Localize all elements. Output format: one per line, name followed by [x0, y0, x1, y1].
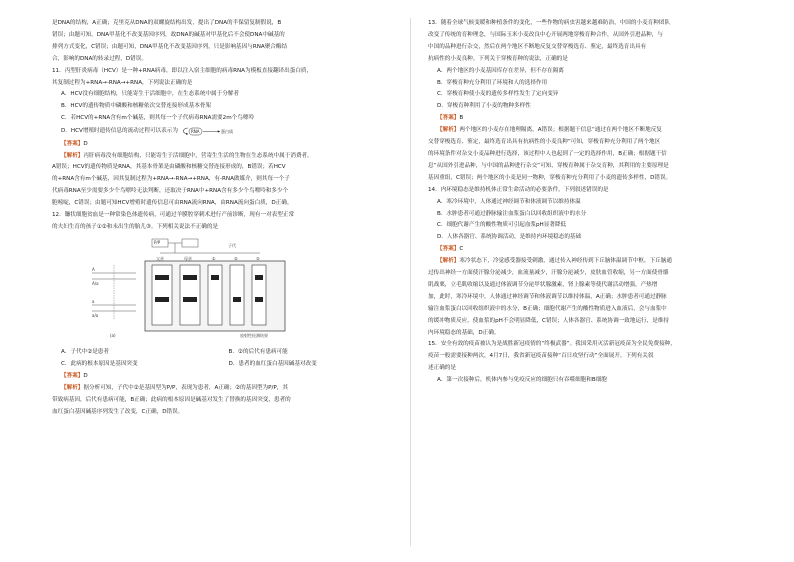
left-column [52, 18, 396, 419]
text-line: 是DNA的结构，A正确；克里克从DNA的双螺旋结构出发，提出了DNA的半保留复制假说，B [52, 20, 282, 26]
option-a: A．子代中②是患者 [61, 349, 109, 356]
text-line: 合，影响的DNA的转录过程，D错误。 [52, 55, 147, 62]
analysis-line: 血红蛋白基因碱基序列发生了改变，C正确，D错误。 [52, 408, 184, 415]
analysis-line: 息“从国外引进品种，与中国的品种进行杂交”可知，穿梭育种属于杂交育种，其利用的主要原理是 [428, 162, 669, 169]
question-15-stem: 述正确的是 [428, 365, 456, 372]
analysis-line: 交替穿梭选育、鉴定，最终选育出具有抗病性的小麦良种”可知，穿梭育种充分利用了两个地区 [428, 139, 661, 146]
analysis-line: 胞嘧啶，C错误；由题可知HCV增殖时遗传信息可由RNA流向RNA，由RNA流向蛋白质，D正确。 [52, 200, 293, 207]
option-b: B．穿梭育种充分利用了环境和人的选择作用 [437, 79, 548, 86]
analysis-tag: 【解析】 [61, 385, 84, 392]
answer-value: D [83, 373, 88, 380]
analysis-line: 的环境条件对杂交小麦品种进行选择，该过程中人也起到了一定的选择作用，B正确；根据题干信 [428, 150, 667, 157]
analysis-tag: 【解析】 [437, 258, 460, 265]
lane-label: ① [212, 256, 216, 262]
answer-line [428, 113, 750, 123]
options-row [52, 359, 396, 369]
arrowhead-icon [218, 130, 220, 132]
option-d: D．穿梭育种利用了小麦的物种多样性 [437, 103, 531, 110]
question-13-stem: 改变了传统的育种理念，与国际玉米小麦改良中心开展两地穿梭育种合作，从国外引进品种，与 [428, 31, 663, 38]
question-13-stem: 中国的品种进行杂交，然后在两个地区不断地反复交替穿梭选育、鉴定，最终选育出具有 [428, 43, 647, 50]
analysis-line: 【解析】两个地区的小麦存在地理隔离，A错误；根据题干信息“通过在两个地区不断地反复 [437, 127, 662, 134]
figure-caption: 放射性检测结果 [240, 333, 268, 339]
question-11-stem: 其复制过程为+RNA→-RNA→+RNA，下列说法正确的是 [52, 79, 193, 86]
arrowhead-icon [186, 133, 188, 136]
answer-value: D [83, 140, 88, 147]
figure-drawing [90, 235, 290, 343]
legend-father: P/P [154, 240, 161, 246]
text-line: 错误；由题可知，DNA甲基化不改变基因序列，故DNA的碱基对甲基化后不会使DNA中碱基的 [52, 31, 285, 38]
option-d [52, 125, 396, 137]
answer-tag: 【答案】 [61, 140, 84, 147]
lane-label: 父亲 [156, 256, 164, 262]
lane-label: ② [234, 256, 238, 262]
question-12-stem: 的夫妇生育的孩子①②和未出生的胎儿③。下列相关说法不正确的是 [52, 224, 219, 230]
option-a: A．两个地区的小麦基因库存在差异，但不存在隔离 [437, 67, 564, 74]
analysis-line: 代病毒RNA至少需要多少个鸟嘌呤无法判断，还取决于RNA中+RNA含有多少个鸟嘌呤和多少个 [52, 188, 289, 195]
rna-label: RNA [190, 129, 200, 135]
allele-label: a/a [92, 313, 99, 319]
question-13-stem: 13．随着全球气候变暖和种植条件的变化，一些作物的病虫害越来越难防治，中国的小麦育种团队 [428, 20, 671, 26]
legend-child: 子代 [228, 243, 236, 249]
column-divider [410, 18, 411, 546]
analysis-line: 带致病基因，后代有患病可能，B正确；此病的根本原因是碱基对发生了替换的基因突变，患者的 [52, 397, 291, 404]
question-15-stem: 疫苗一般需要接种两次，4月7日，我省新冠疫苗接种“百日攻坚行动”全面展开。下列有关叙 [428, 353, 654, 360]
analysis-line: A错误；HCV的遗传物质是RNA，其基本骨架是由磷酸和核糖交替连接形成的，B错误；若HCV [52, 164, 286, 171]
analysis-line: 【解析】丙肝病毒没有细胞结构，只能寄生于活细胞中，营寄生生活的生物在生态系统中属于消费者， [61, 152, 313, 159]
answer-tag: 【答案】 [61, 373, 84, 380]
analysis-line: 【解析】据分析可知，子代中②是基因型为P/P，表现为患者，A正确；②的基因型为P/P，其 [61, 385, 288, 392]
option-b: B．HCV的遗传物质中磷酸和核糖依次交替连接形成基本骨架 [61, 103, 212, 110]
option-c: C．若HCV的+RNA含有m个碱基，则其每一个子代病毒RNA需要2m个鸟嘌呤 [61, 115, 255, 122]
answer-line [52, 371, 396, 381]
protein-label: 蛋白质 [220, 129, 233, 135]
question-11-stem: 11．丙型肝炎病毒（HCV）是一种+RNA病毒，即以注入宿主细胞的病毒RNA为模板直接翻译出蛋白质， [52, 67, 313, 74]
option-c: C．细胞代谢产生的酸性物质可引起血浆pH显著降低 [437, 222, 567, 229]
analysis-line: 输注血浆蛋白以回收组织液中的水分，B正确；细胞代谢产生的酸性物质进入血液后，会与血浆中 [428, 305, 667, 312]
answer-line [428, 244, 750, 254]
analysis-line: 内环境稳态的基础，D正确。 [428, 329, 500, 336]
option-b: B．②的后代有患病可能 [228, 349, 288, 356]
option-a: A．第一次接种后，机体内参与免疫反应的细胞只有吞噬细胞和B细胞 [437, 377, 607, 384]
question-15-stem: 15．安全有效的疫苗被认为是战胜新冠疫情的“终极武器”。我国采用灭活新冠疫苗为全民免费接种， [428, 341, 676, 348]
text-line: 排列方式变化，C错误；由题可知，DNA甲基化不改变基因序列，只是影响基因与RNA聚合酶结 [52, 43, 288, 50]
lane-label: 母亲 [184, 256, 192, 262]
option-c: C．此病的根本原因是基因突变 [61, 361, 138, 368]
question-14-stem: 14．内环境稳态是维持机体正常生命活动的必要条件，下列叙述错误的是 [428, 186, 609, 193]
gel-electrophoresis-figure [90, 235, 290, 343]
analysis-line: 的缓冲物质反应，使血浆的pH不会明显降低，C错误；人体各器官、系统协调一致地运行，是维持 [428, 317, 670, 324]
option-a: A．HCV没有细胞结构，只能寄生于活细胞中，在生态系统中属于分解者 [61, 91, 239, 98]
analysis-line: 的+RNA含有m个碱基，因其复制过程为+RNA→-RNA→+RNA，有-RNA做媒介，则其每一个子 [52, 176, 290, 183]
answer-value: B [459, 115, 464, 122]
figure-caption: (a) [110, 333, 116, 339]
option-d-text: D．HCV增殖时遗传信息的流动过程可以表示为 [61, 127, 178, 134]
allele-label: a [92, 299, 95, 305]
question-13-stem: 抗病性的小麦良种。下列关于穿梭育种的说法，正确的是 [428, 55, 568, 62]
question-12-stem: 12．镰状细胞贫血是一种常染色体遗传病，可通过羊膜腔穿刺术进行产前诊断，现有一对表型正常 [52, 212, 295, 219]
analysis-tag: 【解析】 [437, 127, 460, 134]
analysis-line: 加，此时，寒冷环境中，人体通过神经调节和体液调节以维持体温，A正确；水肿患者可通过静脉 [428, 293, 667, 300]
self-replication-arrow-icon [183, 128, 188, 134]
rna-flow-diagram [182, 125, 242, 137]
allele-label: A [92, 267, 95, 273]
options-row [52, 347, 396, 357]
analysis-line: 【解析】寒冷状态下，冷觉感受器接受刺激，通过传入神经传到下丘脑体温调节中枢，下丘脑通 [437, 258, 672, 265]
option-a: A．寒冷环境中，人体通过神经调节和体液调节以维持体温 [437, 198, 581, 205]
analysis-line: 过传出神经一方面使汗腺分泌减少，血流量减少，汗腺分泌减少，皮肤血管收缩，另一方面使骨骼 [428, 270, 669, 277]
answer-line [52, 139, 396, 149]
option-d: D．患者的血红蛋白基因碱基对改变 [228, 361, 317, 368]
lane-label: ③ [256, 256, 260, 262]
option-b: B．水肿患者可通过静脉输注血浆蛋白以回收组织液中的水分 [437, 210, 587, 217]
right-column [428, 18, 750, 387]
allele-label: A/a [92, 281, 99, 287]
option-c: C．穿梭育种使小麦的遗传多样性发生了定向变异 [437, 91, 559, 98]
analysis-line: 基因重组，C错误；两个地区的小麦是同一物种，穿梭育种充分利用了小麦的遗传多样性，D错误。 [428, 174, 672, 181]
option-d: D．人体各器官、系统协调活动，是维持内环境稳态的基础 [437, 234, 582, 241]
answer-value: C [459, 246, 464, 253]
answer-tag: 【答案】 [437, 246, 460, 253]
answer-tag: 【答案】 [437, 115, 460, 122]
analysis-tag: 【解析】 [61, 152, 84, 159]
analysis-line: 肌战栗，立毛肌收缩以及通过体液调节分泌甲状腺激素，肾上腺素等使代谢活动增强，产热增 [428, 281, 658, 288]
